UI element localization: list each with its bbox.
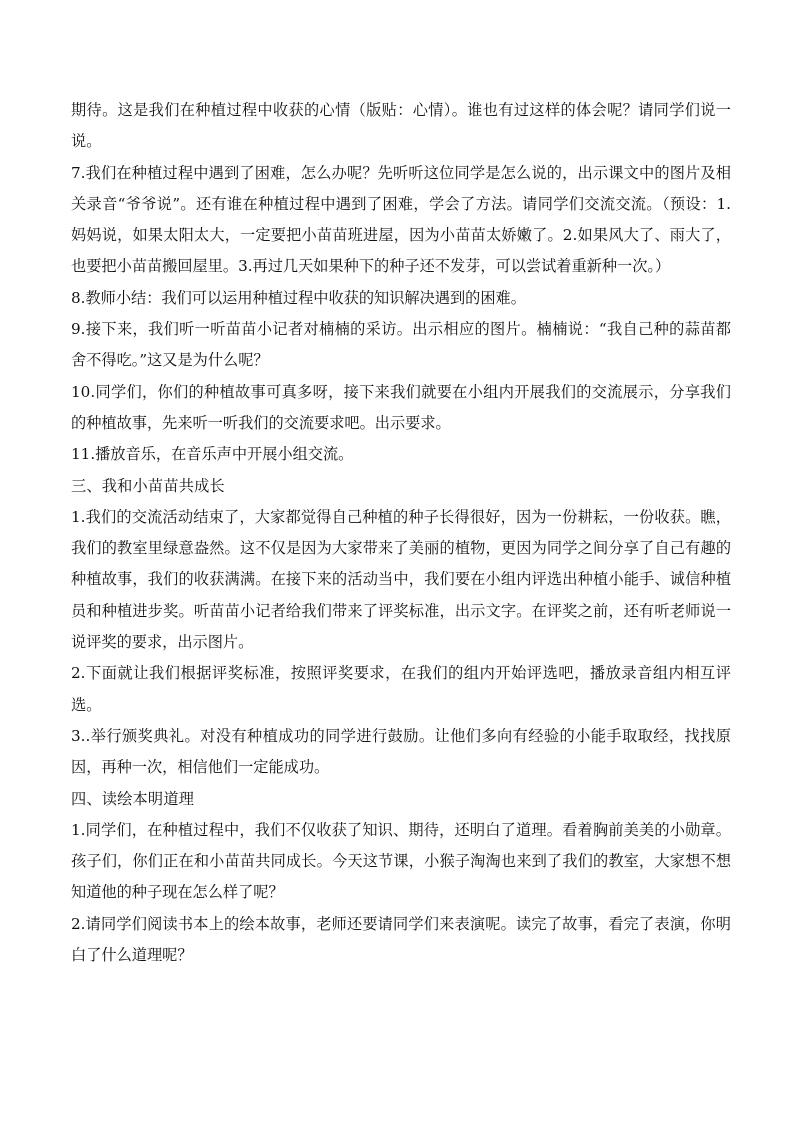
section-heading-4: 四、读绘本明道理 xyxy=(71,789,195,808)
paragraph-section4-step-2: 2.请同学们阅读书本上的绘本故事，老师还要请同学们来表演呢。读完了故事，看完了表演，你明白了什么道理呢？ xyxy=(71,914,731,965)
paragraph-section3-step-1: 1.我们的交流活动结束了，大家都觉得自己种植的种子长得很好，因为一份耕耘，一份收获。瞧，我们的教室里绿意盎然。这不仅是因为大家带来了美丽的植物，更因为同学之间分享了自己有趣的种植故事，我们的收获满满。在接下来的活动当中，我们要在小组内评选出种植小能手、诚信种植员和种植进步奖。听苗苗小记者给我们带来了评奖标准，出示文字。在评奖之前，还有听老师说一说评奖的要求，出示图片。 xyxy=(71,507,731,652)
document-body xyxy=(71,95,731,971)
paragraph-intro-feelings: 期待。这是我们在种植过程中收获的心情（版贴：心情）。谁也有过这样的体会呢？请同学们说一说。 xyxy=(71,101,731,151)
paragraph-step-8: 8.教师小结：我们可以运用种植过程中收获的知识解决遇到的困难。 xyxy=(71,288,526,307)
paragraph-step-11: 11.播放音乐，在音乐声中开展小组交流。 xyxy=(71,445,354,464)
paragraph-step-9: 9.接下来，我们听一听苗苗小记者对楠楠的采访。出示相应的图片。楠楠说：“我自己种的蒜苗都舍不得吃。”这又是为什么呢？ xyxy=(71,320,731,370)
paragraph-section4-step-1: 1.同学们，在种植过程中，我们不仅收获了知识、期待，还明白了道理。看着胸前美美的小勋章。孩子们，你们正在和小苗苗共同成长。今天这节课，小猴子淘淘也来到了我们的教室，大家想不想知道他的种子现在怎么样了呢？ xyxy=(71,820,731,902)
section-heading-3: 三、我和小苗苗共成长 xyxy=(71,476,225,495)
paragraph-step-7: 7.我们在种植过程中遇到了困难，怎么办呢？先听听这位同学是怎么说的，出示课文中的图片及相关录音“爷爷说”。还有谁在种植过程中遇到了困难，学会了方法。请同学们交流交流。（预设：1.妈妈说，如果太阳太大，一定要把小苗苗班进屋，因为小苗苗太娇嫩了。2.如果风大了、雨大了，也要把小苗苗搬回屋里。3.再过几天如果种下的种子还不发芽，可以尝试着重新种一次。） xyxy=(71,163,731,276)
paragraph-section3-step-2: 2.下面就让我们根据评奖标准，按照评奖要求，在我们的组内开始评选吧，播放录音组内相互评选。 xyxy=(71,664,731,714)
paragraph-step-10: 10.同学们，你们的种植故事可真多呀，接下来我们就要在小组内开展我们的交流展示，分享我们的种植故事，先来听一听我们的交流要求吧。出示要求。 xyxy=(71,382,731,432)
paragraph-section3-step-3: 3..举行颁奖典礼。对没有种植成功的同学进行鼓励。让他们多向有经验的小能手取取经，找找原因，再种一次，相信他们一定能成功。 xyxy=(71,726,731,777)
